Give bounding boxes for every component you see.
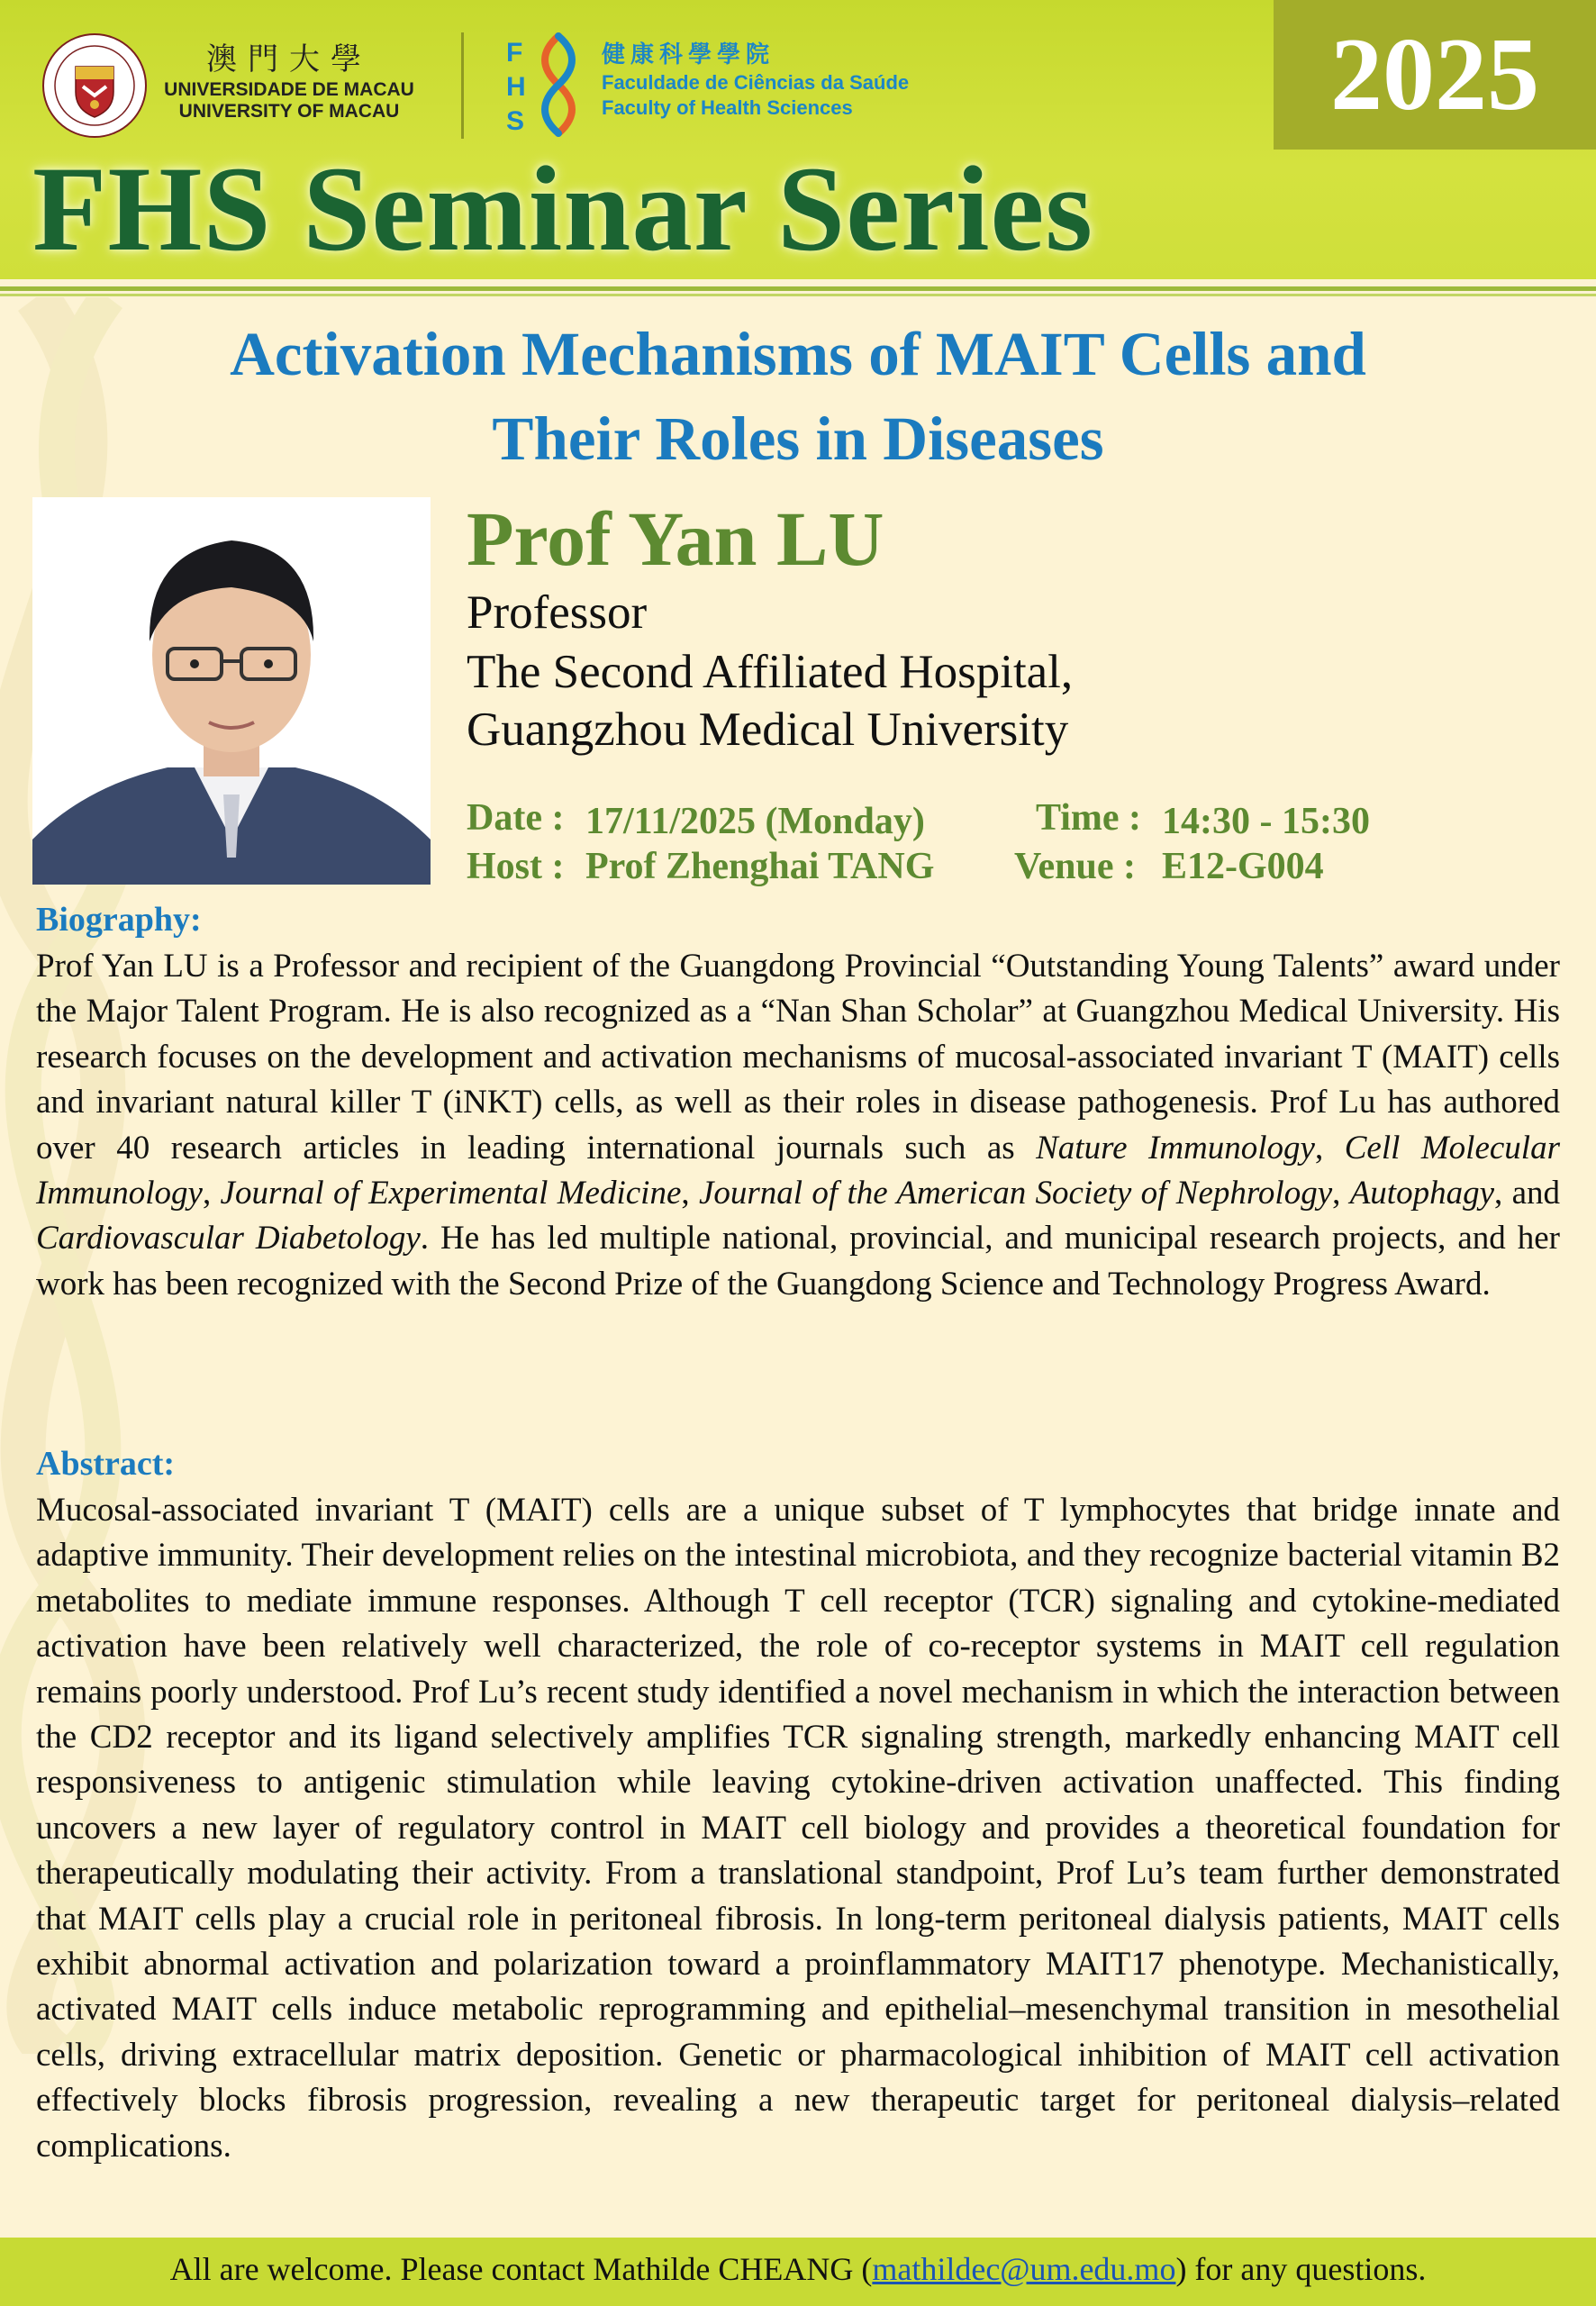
date-value: 17/11/2025 (Monday) [585, 801, 925, 842]
university-name-block [159, 40, 420, 123]
talk-title-line2: Their Roles in Diseases [492, 404, 1104, 473]
time-value: 14:30 - 15:30 [1162, 801, 1370, 842]
speaker-name: Prof Yan LU [467, 495, 884, 582]
talk-title [0, 312, 1596, 481]
svg-text:F: F [506, 38, 523, 68]
journal-cell-molecular-immunology: Cell Molecular Immunology [36, 1129, 1560, 1212]
header-rule [0, 286, 1596, 291]
date-label: Date : [467, 797, 565, 839]
journal-asn: Journal of the American Society of Nephrology [698, 1175, 1333, 1212]
university-name-cn: 澳門大學 [206, 41, 372, 77]
speaker-position: Professor [467, 586, 648, 639]
host-label: Host : [467, 846, 565, 887]
footer-contact: All are welcome. Please contact Mathilde CHEANG (mathildec@um.edu.mo) for any questions. [169, 2251, 1427, 2287]
journal-experimental-medicine: Journal of Experimental Medicine [220, 1175, 682, 1212]
biography-text: Prof Yan LU is a Professor and recipient of the Guangdong Provincial “Outstanding Young Talents” award under the Major Talent Program. He is also recognized as a “Nan Shan Scholar” at Guangzhou Medical University. His research focuses on the development and activation mechanisms of mucosal-associated invariant T (MAIT) cells and invariant natural killer T (iNKT) cells, as well as their roles in disease pathogenesis. Prof Lu has authored over 40 research articles in leading international journals such as Nature Immunology, Cell Molecular Immunology, Journal of Experimental Medicine, Journal of the American Society of Nephrology, Autophagy, and Cardiovascular Diabetology. He has led multiple national, provincial, and municipal research projects, and her work has been recognized with the Second Prize of the Guangdong Science and Technology Progress Award. [36, 948, 1561, 1303]
faculty-name-en: Faculty of Health Sciences [602, 96, 853, 119]
faculty-name-cn: 健康科學學院 [602, 41, 775, 68]
speaker-photo [32, 497, 431, 885]
university-of-macau-seal-icon [41, 32, 148, 139]
venue-label: Venue : [1014, 846, 1136, 887]
contact-email-link[interactable]: mathildec@um.edu.mo [872, 2251, 1176, 2287]
faculty-name-pt: Faculdade de Ciências da Saúde [602, 71, 910, 94]
time-label: Time : [1036, 797, 1142, 839]
svg-text:H: H [506, 72, 526, 102]
series-title: FHS Seminar Series [32, 142, 1093, 277]
biography-heading: Biography: [36, 901, 202, 939]
journal-cardiovascular-diabetology: Cardiovascular Diabetology [36, 1220, 421, 1257]
abstract-heading: Abstract: [36, 1445, 176, 1483]
university-name-pt: UNIVERSIDADE DE MACAU [164, 79, 414, 100]
svg-text:S: S [506, 106, 525, 136]
abstract-text: Mucosal-associated invariant T (MAIT) cells are a unique subset of T lymphocytes that bridge innate and adaptive immunity. Their development relies on the intestinal microbiota, and they recognize bacterial vitamin B2 metabolites to mediate immune responses. Although T cell receptor (TCR) signaling and cytokine-mediated activation have been relatively well characterized, the role of co-receptor systems in MAIT cell regulation remains poorly understood. Prof Lu’s recent study identified a novel mechanism in which the interaction between the CD2 receptor and its ligand selectively amplifies TCR signaling strength, markedly enhancing MAIT cell responsiveness to antigenic stimulation while leaving cytokine-driven activation unaffected. This finding uncovers a new layer of regulatory control in MAIT cell biology and provides a theoretical foundation for therapeutically modulating their activity. From a translational standpoint, Prof Lu’s team further demonstrated that MAIT cells play a crucial role in peritoneal fibrosis. In long-term peritoneal dialysis patients, MAIT cells exhibit abnormal activation and polarization toward a proinflammatory MAIT17 phenotype. Mechanistically, activated MAIT cells induce metabolic reprogramming and epithelial–mesenchymal transition in mesothelial cells, driving extracellular matrix deposition. Genetic or pharmacological inhibition of MAIT cell activation effectively blocks fibrosis progression, revealing a new therapeutic target for peritoneal dialysis–related complications. [36, 1492, 1560, 2165]
venue-value: E12-G004 [1162, 846, 1324, 887]
journal-nature-immunology: Nature Immunology [1036, 1129, 1315, 1167]
speaker-affiliation-line2: Guangzhou Medical University [467, 704, 1069, 756]
header-divider [461, 32, 464, 139]
speaker-affiliation-line1: The Second Affiliated Hospital, [467, 646, 1074, 698]
journal-autophagy: Autophagy [1349, 1175, 1495, 1212]
fhs-dna-logo-icon [504, 32, 594, 137]
host-value: Prof Zhenghai TANG [585, 846, 935, 887]
faculty-name-block [602, 40, 980, 121]
header-rule-thin [0, 294, 1596, 296]
university-name-en: UNIVERSITY OF MACAU [178, 101, 400, 122]
year-label: 2025 [1330, 17, 1539, 132]
talk-title-line1: Activation Mechanisms of MAIT Cells and [230, 320, 1366, 388]
